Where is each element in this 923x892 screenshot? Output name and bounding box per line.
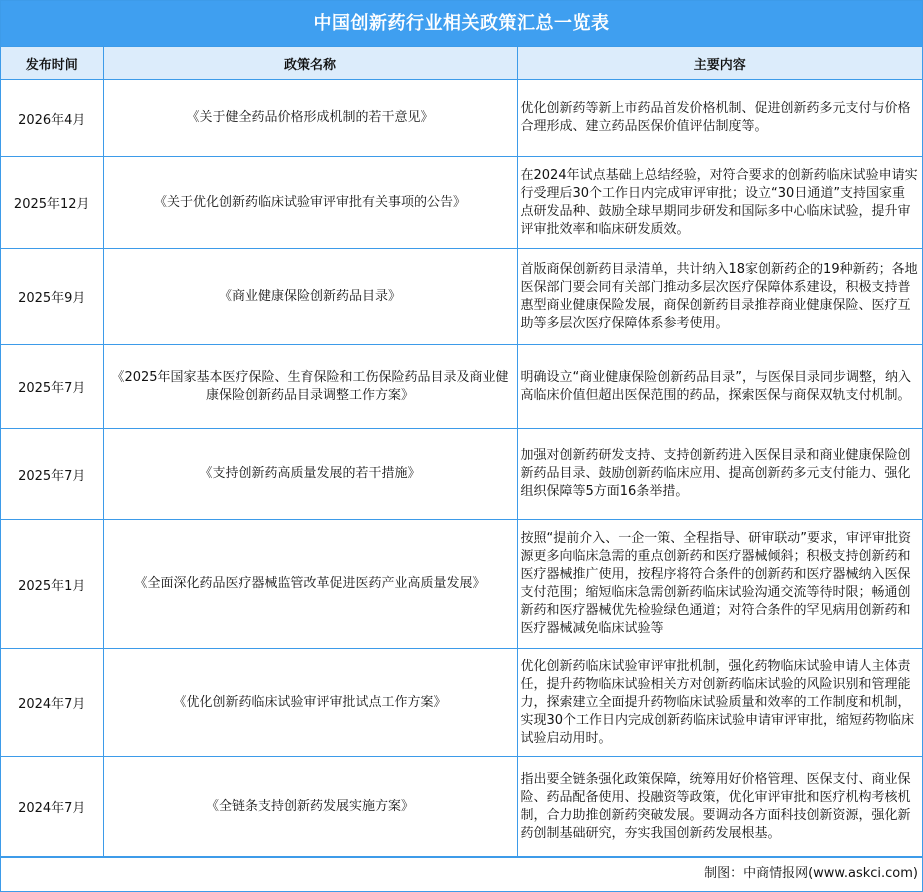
table-row [1,757,922,857]
column-header-name: 政策名称 [103,47,517,80]
policy-name: 《全面深化药品医疗器械监管改革促进医药产业高质量发展》 [103,520,517,649]
table-row [1,157,922,249]
policy-content: 按照“提前介入、一企一策、全程指导、研审联动”要求，审评审批资源更多向临床急需的重点创新药和医疗器械倾斜；积极支持创新药和医疗器械推广使用，按程序将符合条件的创新药和医疗器械纳入医保支付范围；缩短临床急需创新药临床试验沟通交流等待时限；畅通创新药和医疗器械优先检验绿色通道；对符合条件的罕见病用创新药和医疗器械减免临床试验等 [517,520,922,649]
policy-content: 加强对创新药研发支持、支持创新药进入医保目录和商业健康保险创新药品目录、鼓励创新药临床应用、提高创新药多元支付能力、强化组织保障等5方面16条举措。 [517,429,922,520]
policy-name: 《优化创新药临床试验审评审批试点工作方案》 [103,649,517,757]
release-date: 2024年7月 [1,649,103,757]
policy-name: 《商业健康保险创新药品目录》 [103,249,517,345]
release-date: 2025年9月 [1,249,103,345]
release-date: 2025年7月 [1,345,103,429]
release-date: 2025年7月 [1,429,103,520]
release-date: 2025年12月 [1,157,103,249]
policy-content: 优化创新药等新上市药品首发价格机制、促进创新药多元支付与价格合理形成、建立药品医保价值评估制度等。 [517,80,922,157]
policy-content: 明确设立“商业健康保险创新药品目录”，与医保目录同步调整，纳入高临床价值但超出医保范围的药品，探索医保与商保双轨支付机制。 [517,345,922,429]
policy-table [1,47,922,857]
policy-content: 指出要全链条强化政策保障，统筹用好价格管理、医保支付、商业保险、药品配备使用、投融资等政策，优化审评审批和医疗机构考核机制，合力助推创新药突破发展。要调动各方面科技创新资源，强化新药创制基础研究，夯实我国创新药发展根基。 [517,757,922,857]
table-row [1,649,922,757]
policy-name: 《全链条支持创新药发展实施方案》 [103,757,517,857]
release-date: 2026年4月 [1,80,103,157]
table-row [1,80,922,157]
table-row [1,345,922,429]
table-row [1,249,922,345]
policy-content: 在2024年试点基础上总结经验，对符合要求的创新药临床试验申请实行受理后30个工作日内完成审评审批；设立“30日通道”支持国家重点研发品种、鼓励全球早期同步研发和国际多中心临床试验，提升审评审批效率和临床研发质效。 [517,157,922,249]
policy-content: 首版商保创新药目录清单，共计纳入18家创新药企的19种新药；各地医保部门要会同有关部门推动多层次医疗保障体系建设，积极支持普惠型商业健康保险发展，商保创新药目录推荐商业健康保险、医疗互助等多层次医疗保障体系参考使用。 [517,249,922,345]
column-header-row [1,47,922,80]
policy-content: 优化创新药临床试验审评审批机制，强化药物临床试验申请人主体责任，提升药物临床试验相关方对创新药临床试验的风险识别和管理能力，探索建立全面提升药物临床试验质量和效率的工作制度和机制，实现30个工作日内完成创新药临床试验申请审评审批，缩短药物临床试验启动用时。 [517,649,922,757]
policy-name: 《支持创新药高质量发展的若干措施》 [103,429,517,520]
release-date: 2024年7月 [1,757,103,857]
column-header-date: 发布时间 [1,47,103,80]
table-row [1,520,922,649]
policy-name: 《2025年国家基本医疗保险、生育保险和工伤保险药品目录及商业健康保险创新药品目录调整工作方案》 [103,345,517,429]
table-row [1,429,922,520]
policy-name: 《关于优化创新药临床试验审评审批有关事项的公告》 [103,157,517,249]
release-date: 2025年1月 [1,520,103,649]
column-header-content: 主要内容 [517,47,922,80]
source-credit: 制图：中商情报网(www.askci.com) [1,857,922,890]
table-title: 中国创新药行业相关政策汇总一览表 [1,1,922,47]
policy-name: 《关于健全药品价格形成机制的若干意见》 [103,80,517,157]
